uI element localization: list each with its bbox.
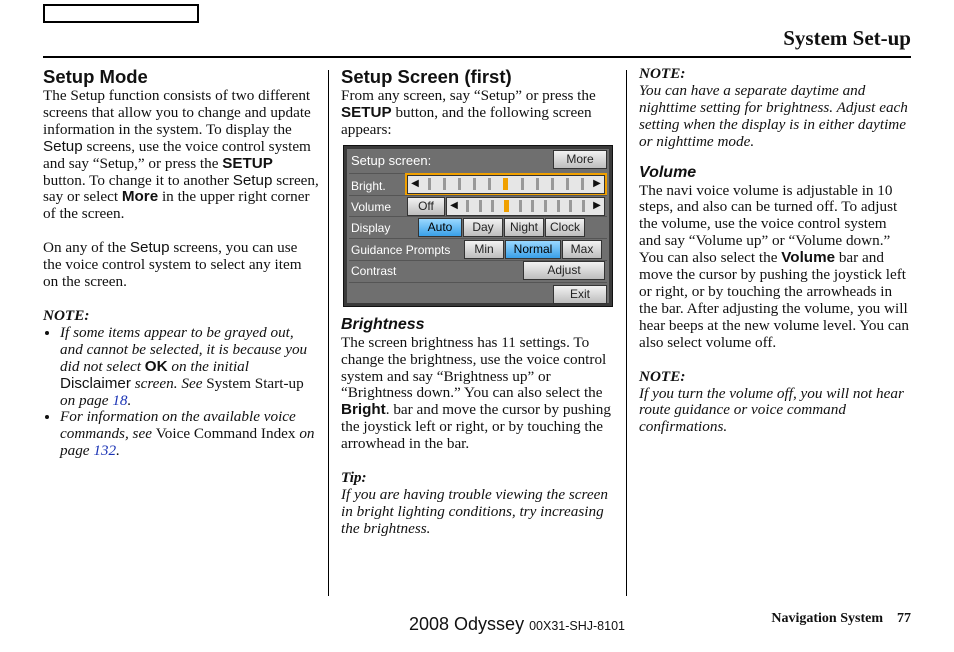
display-label: Display [351, 220, 391, 235]
model-name: 2008 Odyssey [409, 614, 525, 634]
guidance-prompts-label: Guidance Prompts [351, 242, 451, 257]
xref-title: System Start-up [206, 374, 304, 392]
header-box [43, 4, 199, 23]
text: The screen brightness has 11 settings. To change the brightness, use the voice control system and say “Brightness up” or “Brightness down.” You can also select the [341, 333, 607, 402]
note-label: NOTE: [43, 306, 90, 324]
text: button, and the following screen appears: [341, 103, 592, 138]
setup-screens-paragraph [43, 240, 319, 291]
text: For information on the available voice commands, see [60, 408, 296, 443]
level-cursor [503, 178, 508, 190]
guidance-normal-button[interactable]: Normal [505, 240, 561, 259]
ok-term: OK [144, 357, 168, 375]
brightness-ticks [422, 178, 590, 190]
text: . [116, 442, 120, 460]
setup-button-term: SETUP [341, 103, 392, 121]
page-link-132[interactable]: 132 [93, 442, 117, 460]
guidance-min-button[interactable]: Min [464, 240, 504, 259]
more-term: More [121, 188, 159, 206]
note-text: If you turn the volume off, you will not hear route guidance or voice command confirmations. [639, 384, 904, 436]
note-text: You can have a separate daytime and nighttime setting for brightness. Adjust each setting when the display is in either daytime or nighttime mode. [639, 81, 908, 150]
volume-label: Volume [351, 199, 392, 214]
tip-label: Tip: [341, 469, 367, 487]
level-tick [544, 200, 547, 212]
xref-title: Voice Command Index [155, 425, 296, 443]
column-1 [43, 66, 319, 460]
setup-mode-paragraph [43, 88, 319, 223]
level-tick [519, 200, 522, 212]
text: screen. See [130, 374, 207, 392]
screen-title: Setup screen: [351, 152, 432, 168]
volume-paragraph [639, 183, 911, 352]
display-clock-button[interactable]: Clock [545, 218, 585, 237]
footer-section [771, 611, 911, 627]
text: screens, use the voice control system and say “Setup,” or press the [43, 137, 311, 172]
display-auto-button[interactable]: Auto [418, 218, 462, 237]
level-tick [428, 178, 431, 190]
volume-bar[interactable] [446, 197, 605, 216]
list-item [60, 325, 319, 410]
row-divider [349, 216, 607, 217]
brightness-bar[interactable] [407, 175, 605, 194]
level-tick [458, 178, 461, 190]
guidance-max-button[interactable]: Max [562, 240, 602, 259]
level-tick [569, 200, 572, 212]
text: . bar and move the cursor by pushing the joystick left or right, or by touching the arrowhead in the bar. [341, 401, 611, 453]
level-tick [581, 178, 584, 190]
text: The Setup function consists of two different screens that allow you to change and update information in the system. To display the [43, 87, 311, 138]
section-name: Navigation System [771, 611, 883, 626]
level-tick [557, 200, 560, 212]
page-link-18[interactable]: 18 [112, 391, 128, 409]
document-code: 00X31-SHJ-8101 [529, 619, 625, 633]
setup-term: Setup [43, 137, 83, 155]
level-tick [473, 178, 476, 190]
text: From any screen, say “Setup” or press the [341, 87, 596, 104]
brightness-paragraph [341, 335, 613, 453]
text: screens, you can use the voice control system to select any item on the screen. [43, 239, 302, 291]
level-tick [491, 200, 494, 212]
volume-off-button[interactable]: Off [407, 197, 445, 216]
contrast-label: Contrast [351, 263, 397, 278]
volume-heading: Volume [639, 163, 697, 181]
header-rule [43, 56, 911, 58]
text: The navi voice volume is adjustable in 10 steps, and also can be turned off. To adjust the volume, use the voice control system and say “Volume up” or “Volume down.” You can also select the [639, 181, 898, 267]
note-list [43, 325, 319, 460]
note-label: NOTE: [639, 367, 686, 385]
text: in the upper right corner of the screen. [43, 188, 310, 223]
text: On any of the [43, 239, 130, 257]
setup-screen-heading: Setup Screen (first) [341, 66, 512, 87]
display-night-button[interactable]: Night [504, 218, 544, 237]
row-divider [349, 195, 607, 196]
setup-mode-heading: Setup Mode [43, 66, 148, 87]
text: on page [60, 425, 315, 460]
level-tick [443, 178, 446, 190]
level-tick [566, 178, 569, 190]
column-divider-1 [328, 70, 329, 596]
contrast-adjust-button[interactable]: Adjust [523, 261, 605, 280]
brightness-heading: Brightness [341, 315, 425, 333]
page-title: System Set-up [783, 26, 911, 50]
level-tick [582, 200, 585, 212]
column-divider-2 [626, 70, 627, 596]
text: on the initial [167, 357, 249, 375]
row-divider [349, 173, 607, 174]
setup-button-term: SETUP [222, 154, 273, 172]
bright-term: Bright [341, 401, 386, 419]
level-tick [536, 178, 539, 190]
setup-term: Setup [129, 239, 170, 257]
list-item [60, 409, 319, 460]
text: If some items appear to be grayed out, and cannot be selected, it is because you did not select [60, 323, 308, 375]
screen-panel [347, 149, 609, 303]
display-day-button[interactable]: Day [463, 218, 503, 237]
setup-screen-image [343, 145, 613, 307]
note-label: NOTE: [639, 65, 686, 82]
volume-term: Volume [781, 249, 836, 267]
footer-model [409, 614, 625, 635]
text: . [127, 391, 132, 409]
row-divider [349, 238, 607, 239]
text: bar and move the cursor by pushing the joystick left or right, or by touching the arrowheads in the bar. After adjusting the volume, you will hear beeps at the new volume level. You can also select volume off. [639, 249, 909, 351]
page-number: 77 [897, 611, 911, 626]
volume-ticks [461, 200, 590, 212]
left-arrow-icon[interactable]: ◀ [411, 177, 419, 189]
level-tick [521, 178, 524, 190]
text: button. To change it to another [43, 171, 233, 189]
row-divider [349, 282, 607, 283]
level-tick [479, 200, 482, 212]
text: on page [60, 391, 113, 409]
setup-term: Setup [232, 171, 273, 189]
right-arrow-icon[interactable]: ▶ [593, 177, 601, 189]
tip-text: If you are having trouble viewing the screen in bright lighting conditions, try increasing the brightness. [341, 485, 608, 537]
level-tick [551, 178, 554, 190]
bright-label: Bright. [351, 178, 386, 193]
exit-button[interactable]: Exit [553, 285, 607, 304]
setup-screen-intro [341, 88, 613, 139]
text: screen, say or select [43, 171, 319, 206]
column-2 [341, 66, 613, 538]
level-tick [466, 200, 469, 212]
more-button[interactable]: More [553, 150, 607, 169]
level-cursor [504, 200, 509, 212]
level-tick [488, 178, 491, 190]
disclaimer-term: Disclaimer [60, 374, 131, 392]
right-arrow-icon[interactable]: ▶ [593, 199, 601, 211]
left-arrow-icon[interactable]: ◀ [450, 199, 458, 211]
level-tick [531, 200, 534, 212]
column-3 [639, 66, 911, 436]
